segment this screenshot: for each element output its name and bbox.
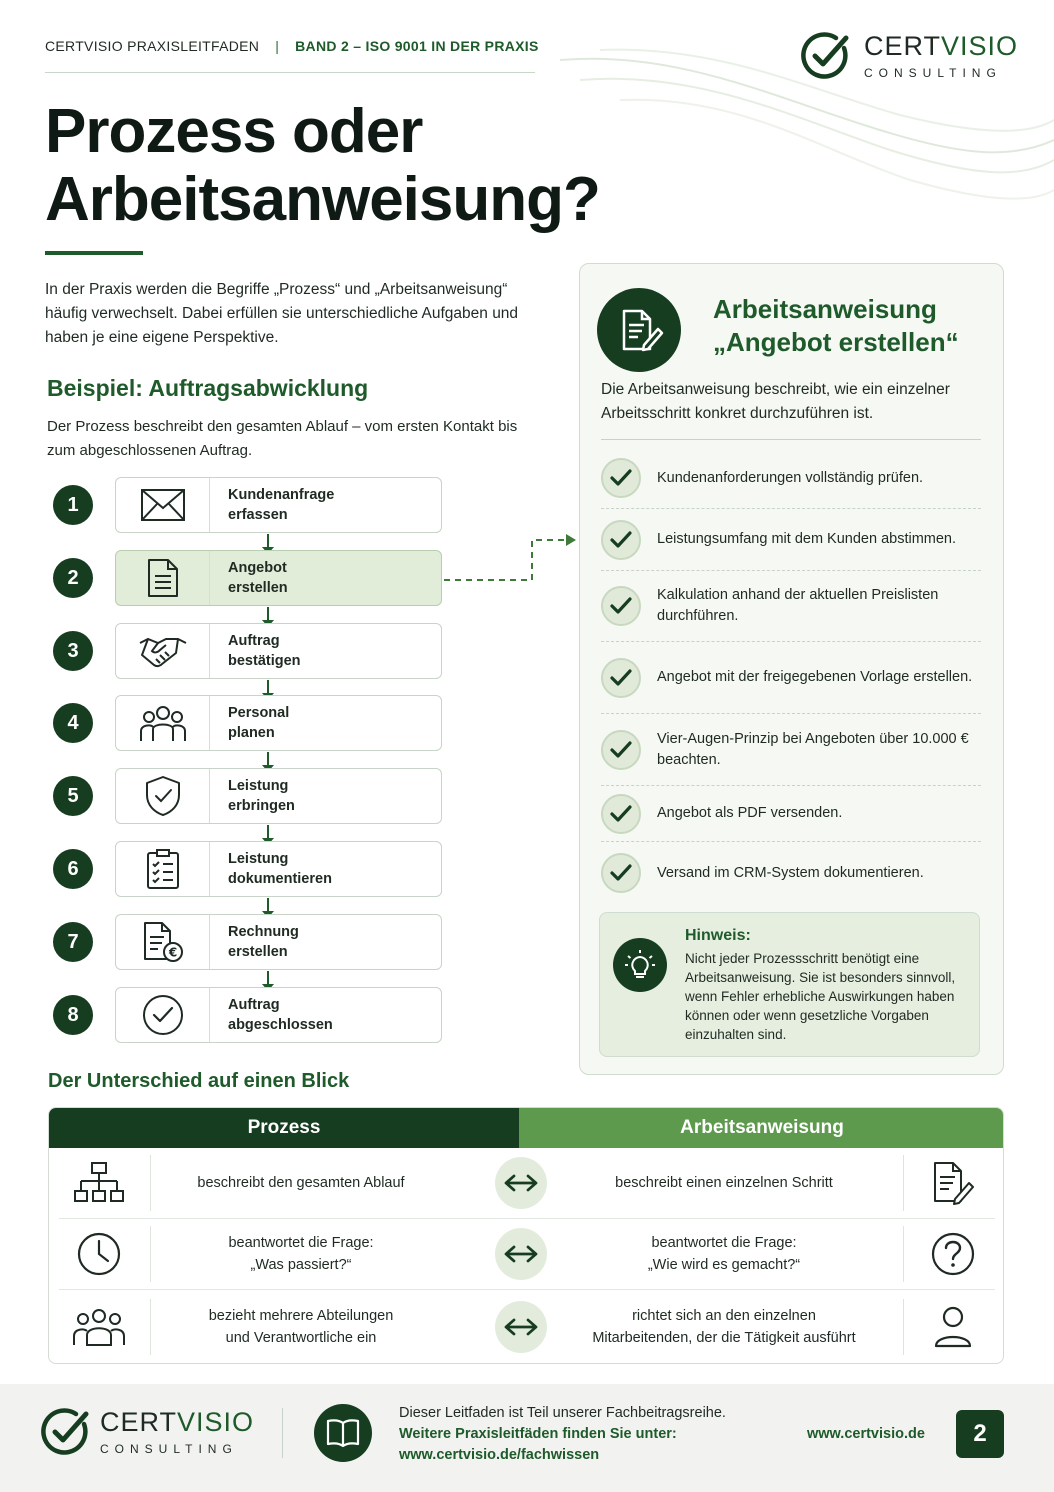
step-number: 2 <box>53 558 93 598</box>
step-label: Auftrag bestätigen <box>228 633 301 669</box>
prozess-cell: beantwortet die Frage: „Was passiert?“ <box>228 1234 374 1273</box>
step-number: 4 <box>53 703 93 743</box>
step-label: Kundenanfrage erfassen <box>228 487 335 523</box>
checkmark-icon <box>601 794 641 834</box>
band-label: BAND 2 – ISO 9001 IN DER PRAXIS <box>295 38 539 54</box>
hierarchy-icon <box>73 1161 125 1205</box>
dashed-connector <box>442 530 582 590</box>
invoice-icon <box>116 915 210 969</box>
step-arrow <box>267 752 269 766</box>
row-icon-left <box>71 1304 127 1350</box>
row-icon-right <box>925 1231 981 1277</box>
arbeitsanweisung-cell: beschreibt einen einzelnen Schritt <box>615 1175 833 1191</box>
step-label: Angebot erstellen <box>228 560 288 596</box>
process-step <box>115 477 442 533</box>
checklist-text: Angebot mit der freigegebenen Vorlage erstellen. <box>657 669 973 685</box>
step-number: 7 <box>53 922 93 962</box>
step-label: Auftrag abgeschlossen <box>228 997 333 1033</box>
step-number: 5 <box>53 776 93 816</box>
step-arrow <box>267 971 269 985</box>
svg-text:€: € <box>168 945 177 960</box>
handshake-icon <box>116 624 210 678</box>
book-icon <box>314 1404 372 1462</box>
step-number: 1 <box>53 485 93 525</box>
comparison-heading: Der Unterschied auf einen Blick <box>48 1070 350 1092</box>
panel-description: Die Arbeitsanweisung beschreibt, wie ein einzelner Arbeitsschritt konkret durchzuführen ist. <box>601 381 950 422</box>
people-icon <box>116 696 210 750</box>
work-instruction-panel <box>579 263 1004 1075</box>
checklist-text: Angebot als PDF versenden. <box>657 805 843 821</box>
step-arrow <box>267 825 269 839</box>
checkmark-icon <box>601 658 641 698</box>
step-arrow <box>267 898 269 912</box>
footer <box>0 1384 1054 1492</box>
process-step <box>115 695 442 751</box>
lightbulb-icon <box>613 938 667 992</box>
edit-document-icon <box>931 1161 975 1205</box>
intro-text: In der Praxis werden die Begriffe „Prozess“ und „Arbeitsanweisung“ häufig verwechselt. Dabei erfüllen sie unterschiedliche Aufgaben und haben je eine eigene Perspektive. <box>45 281 519 346</box>
checklist-text: Leistungsumfang mit dem Kunden abstimmen. <box>657 531 957 547</box>
footer-text: Dieser Leitfaden ist Teil unserer Fachbeitragsreihe. Weitere Praxisleitfäden finden Sie unter: www.certvisio.de/fachwissen <box>399 1403 726 1466</box>
header-divider <box>45 72 535 73</box>
step-number: 8 <box>53 995 93 1035</box>
step-arrow <box>267 607 269 621</box>
row-icon-left <box>71 1160 127 1206</box>
process-step <box>115 841 442 897</box>
panel-title: Arbeitsanweisung „Angebot erstellen“ <box>713 294 959 357</box>
cell-separator <box>903 1299 904 1355</box>
step-number: 6 <box>53 849 93 889</box>
check-circle-icon <box>116 988 210 1042</box>
checklist-item <box>601 842 981 904</box>
website-link[interactable]: www.certvisio.de <box>807 1426 925 1442</box>
step-label: Rechnung erstellen <box>228 924 299 960</box>
clipboard-icon <box>116 842 210 896</box>
double-arrow-icon <box>495 1228 547 1280</box>
footer-logo-check-icon <box>40 1406 92 1458</box>
process-step <box>115 623 442 679</box>
footer-divider <box>282 1408 283 1458</box>
arbeitsanweisung-cell: beantwortet die Frage: „Wie wird es gemacht?“ <box>647 1234 801 1273</box>
clock-icon <box>76 1231 122 1277</box>
row-divider <box>59 1289 995 1290</box>
footer-link[interactable]: www.certvisio.de/fachwissen <box>399 1447 600 1463</box>
hint-box <box>599 912 980 1057</box>
step-number: 3 <box>53 631 93 671</box>
hint-title: Hinweis: <box>685 927 751 944</box>
edit-document-icon <box>597 288 681 372</box>
column-header-arbeitsanweisung: Arbeitsanweisung <box>519 1108 1004 1148</box>
checkmark-icon <box>601 586 641 626</box>
logo-tagline: CONSULTING <box>864 65 1002 80</box>
hint-text: Nicht jeder Prozessschritt benötigt eine Arbeitsanweisung. Sie ist besonders sinnvoll, wenn Fehler erhebliche Auswirkungen haben können oder wenn gesetzliche Vorgaben einzuhalten sind. <box>685 951 956 1042</box>
person-icon <box>934 1306 972 1348</box>
step-arrow <box>267 534 269 548</box>
group-icon <box>72 1307 126 1347</box>
shield-icon <box>116 769 210 823</box>
checklist-text: Kalkulation anhand der aktuellen Preislisten durchführen. <box>657 587 939 624</box>
process-step <box>115 914 442 970</box>
panel-divider <box>601 439 981 440</box>
prozess-cell: beschreibt den gesamten Ablauf <box>197 1175 405 1191</box>
checklist-item <box>601 571 981 642</box>
step-label: Leistung dokumentieren <box>228 851 332 887</box>
step-arrow <box>267 680 269 694</box>
document-icon <box>116 551 210 605</box>
prozess-cell: bezieht mehrere Abteilungen und Verantwortliche ein <box>208 1307 394 1346</box>
footer-logo <box>40 1406 254 1458</box>
footer-logo-name: CERTVISIO <box>100 1406 255 1437</box>
header-separator: | <box>275 38 280 54</box>
header-breadcrumb <box>45 38 539 54</box>
checklist-text: Versand im CRM-System dokumentieren. <box>657 864 924 881</box>
checkmark-icon <box>601 520 641 560</box>
envelope-icon <box>116 478 210 532</box>
checklist-item <box>601 714 981 786</box>
row-icon-left <box>71 1231 127 1277</box>
step-label: Personal planen <box>228 705 290 741</box>
row-icon-right <box>925 1160 981 1206</box>
header-logo <box>800 30 1018 82</box>
page-title: Prozess oder Arbeitsanweisung? <box>45 97 600 234</box>
checklist-item <box>601 448 981 509</box>
question-icon <box>930 1231 976 1277</box>
comparison-table <box>48 1107 1004 1364</box>
logo-check-icon <box>800 30 852 82</box>
checkmark-icon <box>601 458 641 498</box>
arbeitsanweisung-cell: richtet sich an den einzelnen Mitarbeitenden, der die Tätigkeit ausführt <box>592 1307 856 1346</box>
page-number: 2 <box>956 1410 1004 1458</box>
cell-separator <box>903 1155 904 1211</box>
double-arrow-icon <box>495 1157 547 1209</box>
row-icon-right <box>925 1304 981 1350</box>
logo-name: CERTVISIO <box>864 30 1019 61</box>
checklist-text: Kundenanforderungen vollständig prüfen. <box>657 469 924 486</box>
checkmark-icon <box>601 730 641 770</box>
example-heading: Beispiel: Auftragsabwicklung <box>47 375 369 401</box>
row-divider <box>59 1218 995 1219</box>
process-step <box>115 768 442 824</box>
process-step <box>115 987 442 1043</box>
series-label: CERTVISIO PRAXISLEITFADEN <box>45 38 260 54</box>
column-header-prozess: Prozess <box>49 1108 519 1148</box>
process-step <box>115 550 442 606</box>
example-text: Der Prozess beschreibt den gesamten Ablauf – vom ersten Kontakt bis zum abgeschlossenen Auftrag. <box>47 418 518 459</box>
checklist-item <box>601 786 981 842</box>
double-arrow-icon <box>495 1301 547 1353</box>
title-underline <box>45 251 143 255</box>
cell-separator <box>903 1226 904 1282</box>
footer-logo-tagline: CONSULTING <box>100 1441 238 1456</box>
checklist-item <box>601 642 981 714</box>
checkmark-icon <box>601 853 641 893</box>
checklist-text: Vier-Augen-Prinzip bei Angeboten über 10.000 € beachten. <box>657 730 969 768</box>
step-label: Leistung erbringen <box>228 778 295 814</box>
checklist-item <box>601 509 981 571</box>
